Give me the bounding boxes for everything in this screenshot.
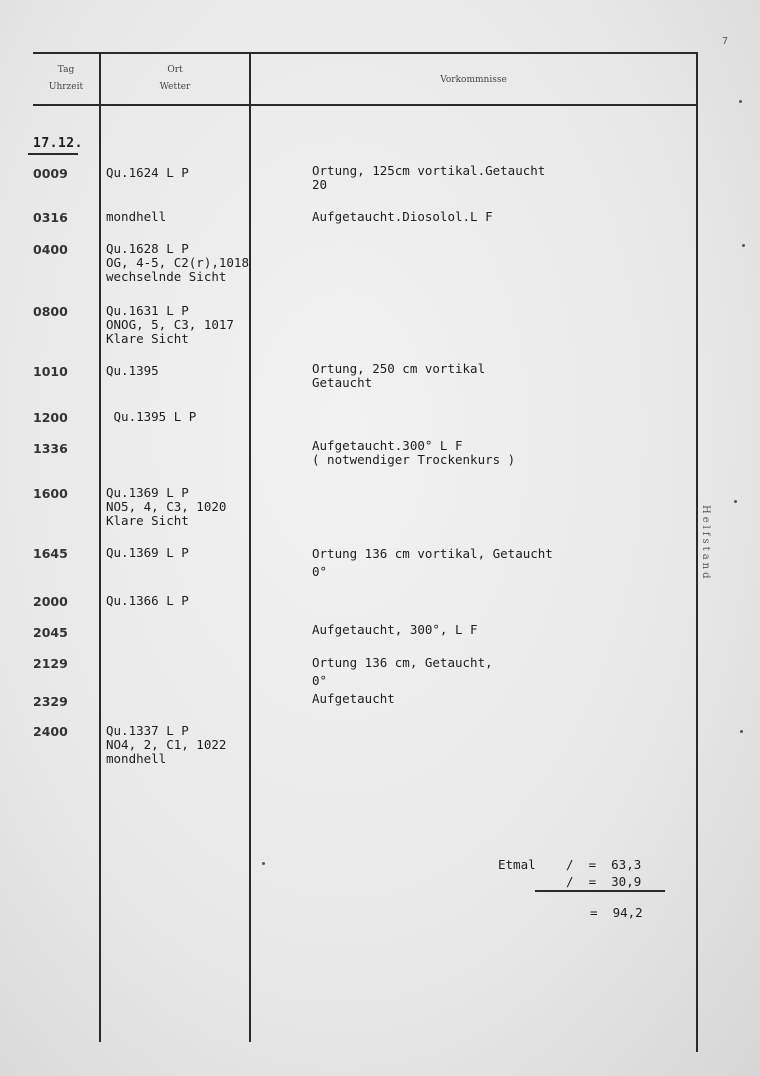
entry-time: 2400	[33, 724, 68, 739]
entry-time: 1200	[33, 410, 68, 425]
log-date: 17.12.	[33, 136, 83, 151]
entry-vorkommnisse: Ortung, 250 cm vortikal Getaucht	[312, 361, 486, 390]
entry-ort: Qu.1395 L P	[106, 409, 197, 424]
entry-ort: Qu.1631 L P ONOG, 5, C3, 1017 Klare Sicht	[106, 303, 234, 346]
entry-time: 2329	[33, 694, 68, 709]
header-tag: Tag	[57, 65, 75, 75]
header-tag-uhrzeit	[33, 62, 99, 96]
entry-ort: Qu.1337 L P NO4, 2, C1, 1022 mondhell	[106, 723, 227, 766]
entry-time: 1645	[33, 546, 68, 561]
etmal-label: Etmal	[498, 857, 536, 872]
header-ort-wetter	[101, 62, 249, 96]
etmal-total: = 94,2	[590, 905, 643, 920]
entry-ort: Qu.1369 L P	[106, 545, 189, 560]
scan-speck	[734, 500, 737, 503]
entry-ort: Qu.1624 L P	[106, 165, 189, 180]
header-wetter: Wetter	[159, 82, 191, 92]
scan-speck	[740, 730, 743, 733]
entry-vorkommnisse: Ortung 136 cm vortikal, Getaucht 0°	[312, 546, 553, 579]
right-border	[696, 52, 698, 1052]
entry-time: 2045	[33, 625, 68, 640]
entry-time: 1336	[33, 441, 68, 456]
entry-ort: Qu.1369 L P NO5, 4, C3, 1020 Klare Sicht	[106, 485, 227, 528]
entry-vorkommnisse: Aufgetaucht.Diosolol.L F	[312, 209, 493, 224]
entry-time: 0800	[33, 304, 68, 319]
header-vorkommnisse: Vorkommnisse	[440, 75, 507, 85]
entry-time: 2000	[33, 594, 68, 609]
etmal-line-2: / = 30,9	[566, 874, 642, 889]
entry-vorkommnisse: Ortung, 125cm vortikal.Getaucht 20	[312, 163, 546, 192]
entry-time: 1600	[33, 486, 68, 501]
scan-speck	[262, 862, 265, 865]
entry-vorkommnisse: Aufgetaucht.300° L F ( notwendiger Trockenkurs )	[312, 438, 516, 467]
header-bottom-rule	[33, 104, 696, 106]
entry-time: 0316	[33, 210, 68, 225]
header-uhrzeit: Uhrzeit	[48, 82, 84, 92]
sum-rule	[535, 890, 665, 892]
entry-vorkommnisse: Aufgetaucht, 300°, L F	[312, 622, 478, 637]
entry-ort: Qu.1366 L P	[106, 593, 189, 608]
entry-ort: Qu.1395	[106, 363, 159, 378]
header-ort: Ort	[167, 65, 183, 75]
corner-mark: 7	[722, 36, 729, 47]
entry-time: 0400	[33, 242, 68, 257]
scan-speck	[739, 100, 742, 103]
column-divider-1	[99, 52, 101, 1042]
side-label: Helfstand	[700, 505, 711, 582]
date-underline	[28, 153, 78, 155]
entry-vorkommnisse: Aufgetaucht	[312, 691, 395, 706]
entry-time: 0009	[33, 166, 68, 181]
entry-vorkommnisse: Ortung 136 cm, Getaucht, 0°	[312, 655, 493, 688]
entry-ort: Qu.1628 L P OG, 4-5, C2(r),1018 wechselnde Sicht	[106, 241, 249, 284]
entry-ort: mondhell	[106, 209, 167, 224]
entry-time: 1010	[33, 364, 68, 379]
scan-speck	[742, 244, 745, 247]
column-divider-2	[249, 52, 251, 1042]
etmal-line-1: / = 63,3	[566, 857, 642, 872]
table-top-rule	[33, 52, 696, 54]
entry-time: 2129	[33, 656, 68, 671]
